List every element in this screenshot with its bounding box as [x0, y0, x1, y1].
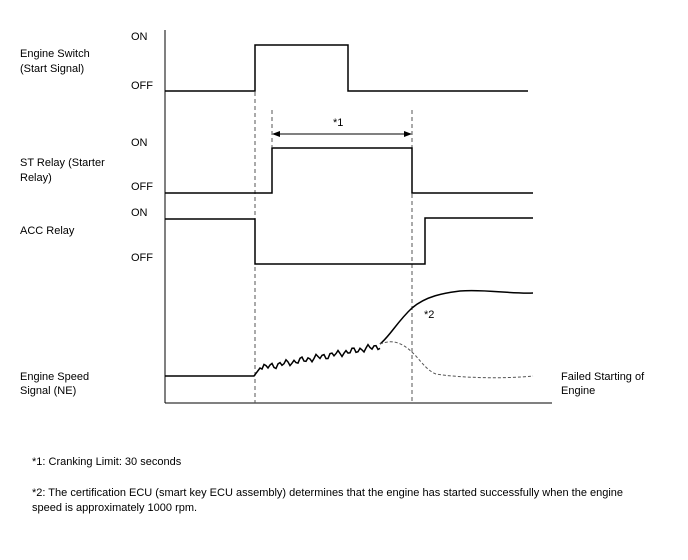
st-relay-waveform [165, 148, 533, 193]
acc-relay-waveform [165, 218, 533, 264]
engine-switch-on-label: ON [131, 31, 148, 43]
st-relay-label: ST Relay (Starter [20, 157, 105, 169]
acc-relay-off-label: OFF [131, 252, 153, 264]
engine-switch-label-2: (Start Signal) [20, 63, 85, 75]
st-relay-off-label: OFF [131, 181, 153, 193]
engine-speed-label-2: Signal (NE) [20, 385, 77, 397]
engine-switch-waveform [165, 45, 528, 91]
note-successful-start: *2: The certification ECU (smart key ECU assembly) determines that the engine has started successfully when the engine speed is approximately 1000 rpm. [32, 487, 624, 514]
engine-speed-success-curve [380, 291, 533, 344]
acc-relay-label: ACC Relay [20, 225, 75, 237]
failed-starting-label-2: Engine [561, 385, 596, 397]
failed-starting-label: Failed Starting of [561, 371, 645, 383]
st-relay-on-label: ON [131, 137, 148, 149]
st-relay-label-2: Relay) [20, 172, 52, 184]
engine-speed-label: Engine Speed [20, 371, 90, 383]
engine-speed-cranking-curve [165, 345, 380, 376]
started-marker: *2 [424, 309, 435, 321]
cranking-limit-marker: *1 [333, 117, 344, 129]
engine-switch-off-label: OFF [131, 80, 153, 92]
acc-relay-on-label: ON [131, 207, 148, 219]
note-cranking-limit: *1: Cranking Limit: 30 seconds [32, 456, 182, 468]
engine-switch-label: Engine Switch [20, 48, 90, 60]
engine-speed-failed-curve [380, 342, 533, 378]
